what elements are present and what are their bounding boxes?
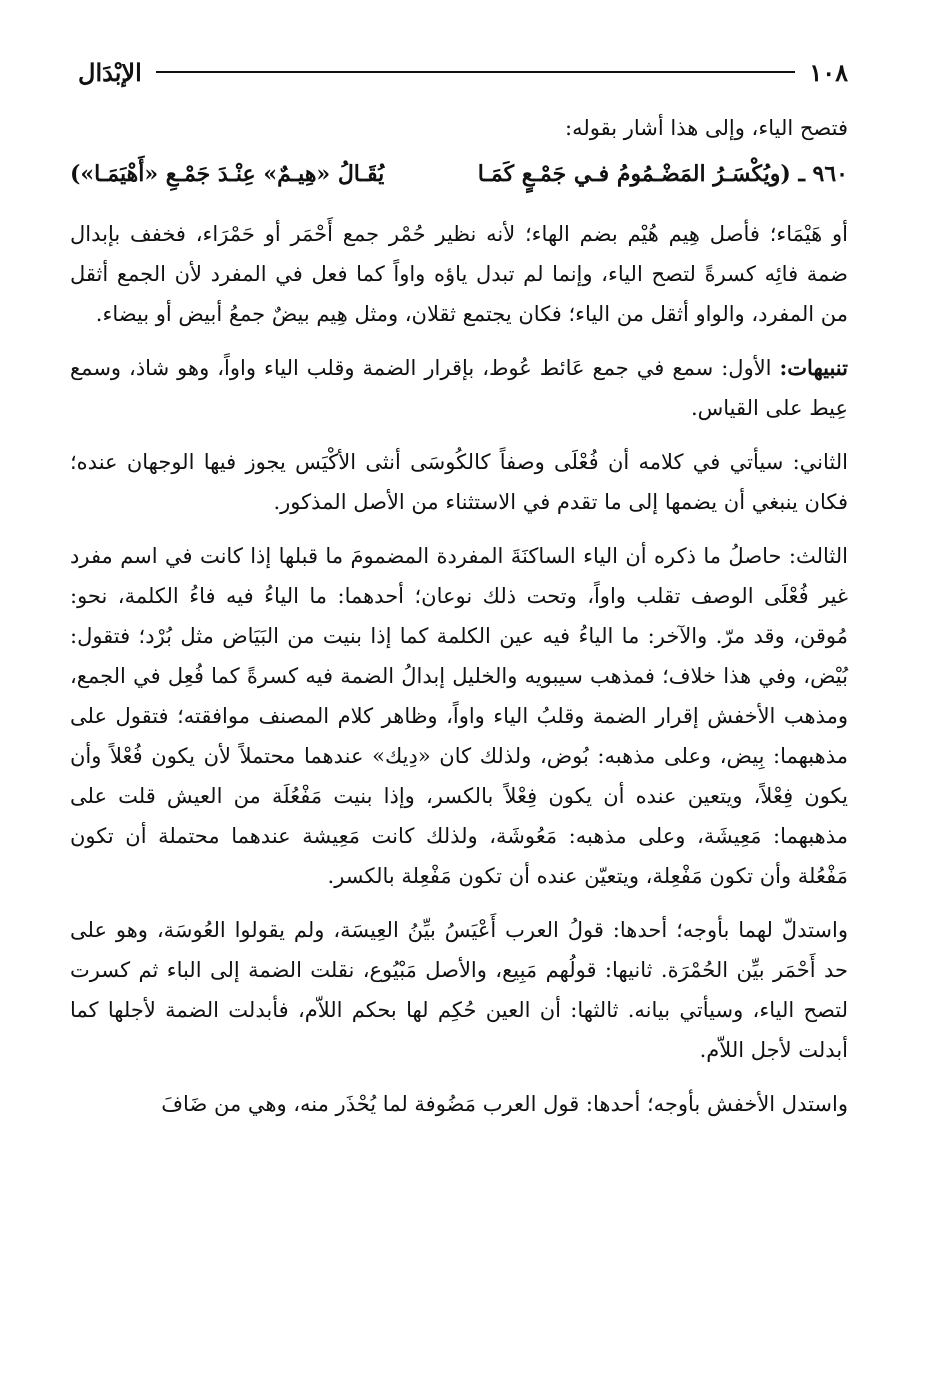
- paragraph-5: واستدلّ لهما بأوجه؛ أحدها: قولُ العرب أَعْيَسُ بيِّنُ العِيسَة، ولم يقولوا العُوسَة، وهو على حد أَحْمَر بيِّن الحُمْرَة. ثانيها: قولُهم مَبِيع، والأصل مَبْيُوع، نقلت الضمة إلى الباء ثم كسرت لتصح الياء، وسيأتي بيانه. ثالثها: أن العين حُكِم لها بحكم اللاّم، فأبدلت الضمة لأجلها كما أبدلت لأجل اللاّم.: [70, 918, 848, 1062]
- paragraph-4: الثالث: حاصلُ ما ذكره أن الياء الساكنَةَ المفردة المضمومَ ما قبلها إذا كانت في اسم مفرد غير فُعْلَى الوصف تقلب واواً، وتحت ذلك نوعان؛ أحدهما: ما الياءُ فيه فاءُ الكلمة، نحو: مُوقن، وقد مرّ. والآخر: ما الياءُ فيه عين الكلمة كما إذا بنيت من البَيَاض مثل بُرْد؛ فتقول: بُيْض، وفي هذا خلاف؛ فمذهب سيبويه والخليل إبدالُ الضمة فيه كسرةً كما فُعِل في الجمع، ومذهب الأخفش إقرار الضمة وقلبُ الياء واواً، وظاهر كلام المصنف موافقته؛ فتقول على مذهبهما: بِيض، وعلى مذهبه: بُوض، ولذلك كان «دِيك» عندهما محتملاً لأن يكون فُعْلاً وأن يكون فِعْلاً، ويتعين عنده أن يكون فِعْلاً بالكسر، وإذا بنيت مَفْعُلَة من العيش قلت على مذهبهما: مَعِيشَة، وعلى مذهبه: مَعُوشَة، ولذلك كانت مَعِيشة عندهما محتملة أن تكون مَفْعُلة وأن تكون مَفْعِلة، ويتعيّن عنده أن تكون مَفْعِلة بالكسر.: [70, 544, 848, 888]
- intro-line: فتصح الياء، وإلى هذا أشار بقوله:: [565, 116, 848, 140]
- paragraph-2: [70, 348, 848, 428]
- verse-number: ٩٦٠ ـ: [798, 161, 848, 187]
- paragraph-1: أو هَيْمَاء؛ فأصل هِيم هُيْم بضم الهاء؛ لأنه نظير حُمْر جمع أَحْمَر أو حَمْرَاء، فخفف بإبدال ضمة فائِه كسرةً لتصح الياء، وإنما لم تبدل ياؤه واواً كما فعل في المفرد لأن الجمع أثقل من المفرد، والواو أثقل من الياء؛ فكان يجتمع ثقلان، ومثل هِيم بيضٌ جمعُ أبيض أو بيضاء.: [70, 222, 848, 326]
- chapter-title: الإبْدَال: [78, 57, 142, 87]
- verse-line: [70, 152, 848, 196]
- verse-hemistich-1: (ويُكْسَـرُ المَضْـمُومُ فـي جَمْـعٍ كَمَـا: [477, 161, 791, 187]
- page-number: ١٠٨: [809, 57, 848, 87]
- page-header: [78, 52, 848, 92]
- paragraph-6: واستدل الأخفش بأوجه؛ أحدها: قول العرب مَضُوفة لما يُحْذَر منه، وهي من ضَافَ: [161, 1092, 848, 1116]
- header-rule: [156, 71, 796, 73]
- verse-hemistich-2: يُقَـالُ «هِيـمٌ» عِنْـدَ جَمْـعِ «أَهْيَمَـا»): [70, 161, 385, 187]
- page-body: [70, 108, 848, 1124]
- paragraph-3: الثاني: سيأتي في كلامه أن فُعْلَى وصفاً كالكُوسَى أنثى الأكْيَس يجوز فيها الوجهان عنده؛ فكان ينبغي أن يضمها إلى ما تقدم في الاستثناء من الأصل المذكور.: [70, 450, 848, 514]
- notes-heading: تنبيهات:: [779, 355, 848, 380]
- paragraph-2-text: الأول: سمع في جمع عَائط عُوط، بإقرار الضمة وقلب الياء واواً، وهو شاذ، وسمع عِيط على القياس.: [70, 356, 848, 420]
